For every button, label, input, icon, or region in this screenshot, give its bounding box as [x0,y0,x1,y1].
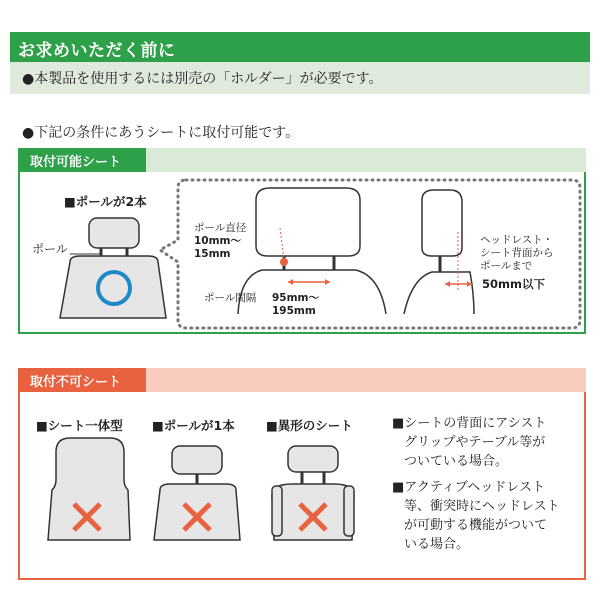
ng-type-one-pole: ■ポールが1本 [152,418,235,433]
pole-spacing-range-1: 95mm〜 [272,292,319,304]
poles-two-label: ■ポールが2本 [64,194,147,209]
pole-spacing-label: ポール間隔 [204,292,257,304]
headrest-distance: 50mm以下 [482,277,545,291]
headrest-note-2: シート背面から [480,247,554,259]
pole-diameter-label: ポール直径 [194,222,247,234]
ng-type-irregular: ■異形のシート [266,418,353,433]
pole-diameter-range-1: 10mm〜 [194,235,241,247]
ng-title: 取付不可シート [30,375,122,390]
ng-note-1-line-1: ■シートの背面にアシスト [392,416,547,431]
ng-seat-one-pole-illustration [154,446,240,540]
header-title: お求めいただく前に [18,41,176,61]
ng-seat-integrated-illustration [48,438,130,540]
ok-seat-illustration [60,218,166,318]
pole-diameter-range-2: 15mm [194,248,231,260]
headrest-note-3: ポールまで [480,260,533,272]
ng-note-1 [392,414,546,471]
pole-spacing-range-2: 195mm [272,305,316,317]
ng-note-1-line-2: グリップやテーブル等が [404,435,546,450]
ng-note-2-line-1: ■アクティブヘッドレスト [392,480,545,495]
requirement-text: ●本製品を使用するには別売の「ホルダー」が必要です。 [22,71,383,87]
ok-title: 取付可能シート [30,155,122,170]
ng-note-2 [392,478,560,554]
ng-type-integrated: ■シート一体型 [36,418,123,433]
pole-label: ポール [32,242,68,256]
ng-note-2-line-2: 等、衝突時にヘッドレスト [404,499,560,514]
ng-note-2-line-3: が可動する機能がついて [404,518,548,533]
ng-note-2-line-4: いる場合。 [404,537,470,552]
ng-note-1-line-3: ついている場合。 [404,454,509,469]
ng-seat-irregular-illustration [272,446,354,540]
headrest-note-1: ヘッドレスト・ [480,234,554,246]
headrest-side-illustration [404,190,474,314]
condition-text: ●下記の条件にあうシートに取付可能です。 [22,125,300,141]
